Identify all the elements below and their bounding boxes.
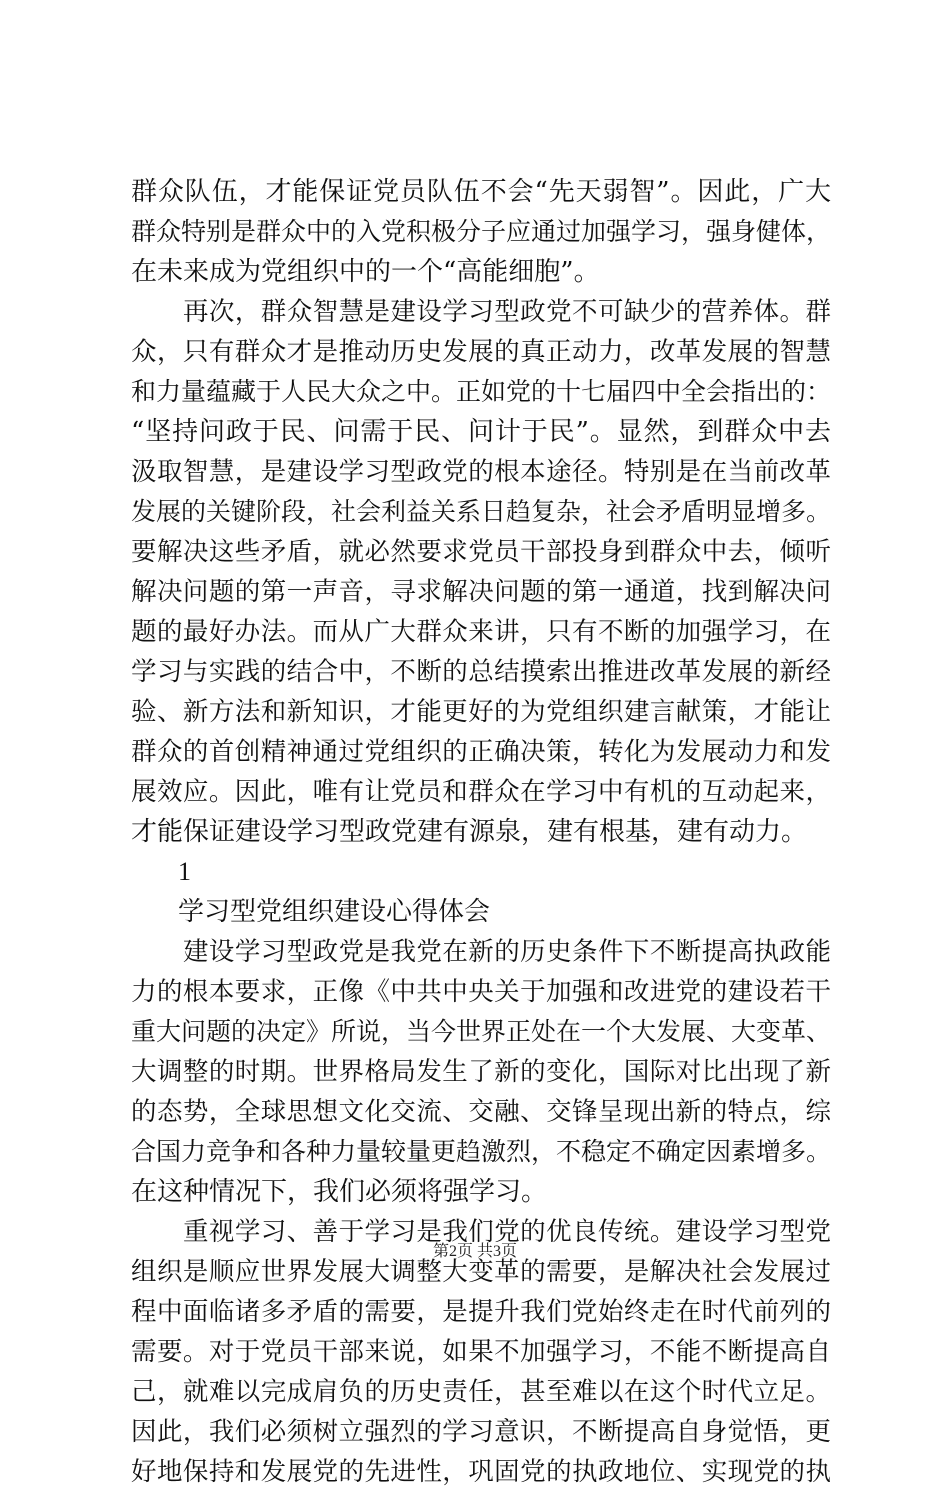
- text-line: 验、新方法和新知识，才能更好的为党组织建言献策，才能让: [131, 697, 831, 727]
- text-line: 汲取智慧，是建设学习型政党的根本途径。特别是在当前改革: [131, 457, 831, 487]
- text-line: 己，就难以完成肩负的历史责任，甚至难以在这个时代立足。: [131, 1377, 831, 1407]
- text-line: 群众队伍，才能保证党员队伍不会“先天弱智”。因此，广大: [131, 177, 831, 207]
- text-line: 解决问题的第一声音，寻求解决问题的第一通道，找到解决问: [131, 577, 831, 607]
- document-body: [131, 172, 831, 1492]
- text-line: 才能保证建设学习型政党建有源泉，建有根基，建有动力。: [131, 817, 808, 847]
- text-line: “坚持问政于民、问需于民、问计于民”。显然，到群众中去: [131, 417, 831, 447]
- text-line: 发展的关键阶段，社会利益关系日趋复杂，社会矛盾明显增多。: [131, 497, 832, 526]
- text-line: 需要。对于党员干部来说，如果不加强学习，不能不断提高自: [131, 1337, 831, 1367]
- text-line: 在这种情况下，我们必须将强学习。: [131, 1177, 548, 1207]
- section-heading: 学习型党组织建设心得体会: [178, 897, 491, 927]
- text-line: 在未来成为党组织中的一个“高能细胞”。: [131, 257, 600, 287]
- text-line: 合国力竞争和各种力量较量更趋激烈，不稳定不确定因素增多。: [131, 1137, 832, 1166]
- text-line: 程中面临诸多矛盾的需要，是提升我们党始终走在时代前列的: [131, 1297, 831, 1327]
- text-line: 群众特别是群众中的入党积极分子应通过加强学习，强身健体，: [131, 217, 832, 246]
- text-line: 和力量蕴藏于人民大众之中。正如党的十七届四中全会指出的：: [131, 377, 832, 406]
- text-line: 众，只有群众才是推动历史发展的真正动力，改革发展的智慧: [131, 337, 831, 367]
- text-line: 展效应。因此，唯有让党员和群众在学习中有机的互动起来，: [131, 777, 831, 807]
- text-line: 重视学习、善于学习是我们党的优良传统。建设学习型党: [183, 1217, 831, 1247]
- text-line: 大调整的时期。世界格局发生了新的变化，国际对比出现了新: [131, 1057, 831, 1087]
- text-line: 再次，群众智慧是建设学习型政党不可缺少的营养体。群: [183, 297, 831, 327]
- text-line: 建设学习型政党是我党在新的历史条件下不断提高执政能: [183, 937, 831, 967]
- text-line: 题的最好办法。而从广大群众来讲，只有不断的加强学习，在: [131, 617, 831, 647]
- page-footer: 第2页 共3页: [432, 1243, 517, 1260]
- text-line: 要解决这些矛盾，就必然要求党员干部投身到群众中去，倾听: [131, 537, 831, 567]
- page-marker: 1: [178, 857, 191, 886]
- text-line: 重大问题的决定》所说，当今世界正处在一个大发展、大变革、: [131, 1017, 832, 1046]
- text-line: 群众的首创精神通过党组织的正确决策，转化为发展动力和发: [131, 737, 831, 767]
- text-line: 的态势，全球思想文化交流、交融、交锋呈现出新的特点，综: [131, 1097, 831, 1127]
- text-line: 因此，我们必须树立强烈的学习意识，不断提高自身觉悟，更: [131, 1417, 831, 1447]
- text-line: 力的根本要求，正像《中共中央关于加强和改进党的建设若干: [131, 977, 831, 1007]
- text-line: 组织是顺应世界发展大调整大变革的需要，是解决社会发展过: [131, 1257, 831, 1287]
- text-line: 好地保持和发展党的先进性，巩固党的执政地位、实现党的执: [131, 1457, 831, 1487]
- text-line: 学习与实践的结合中，不断的总结摸索出推进改革发展的新经: [131, 657, 831, 687]
